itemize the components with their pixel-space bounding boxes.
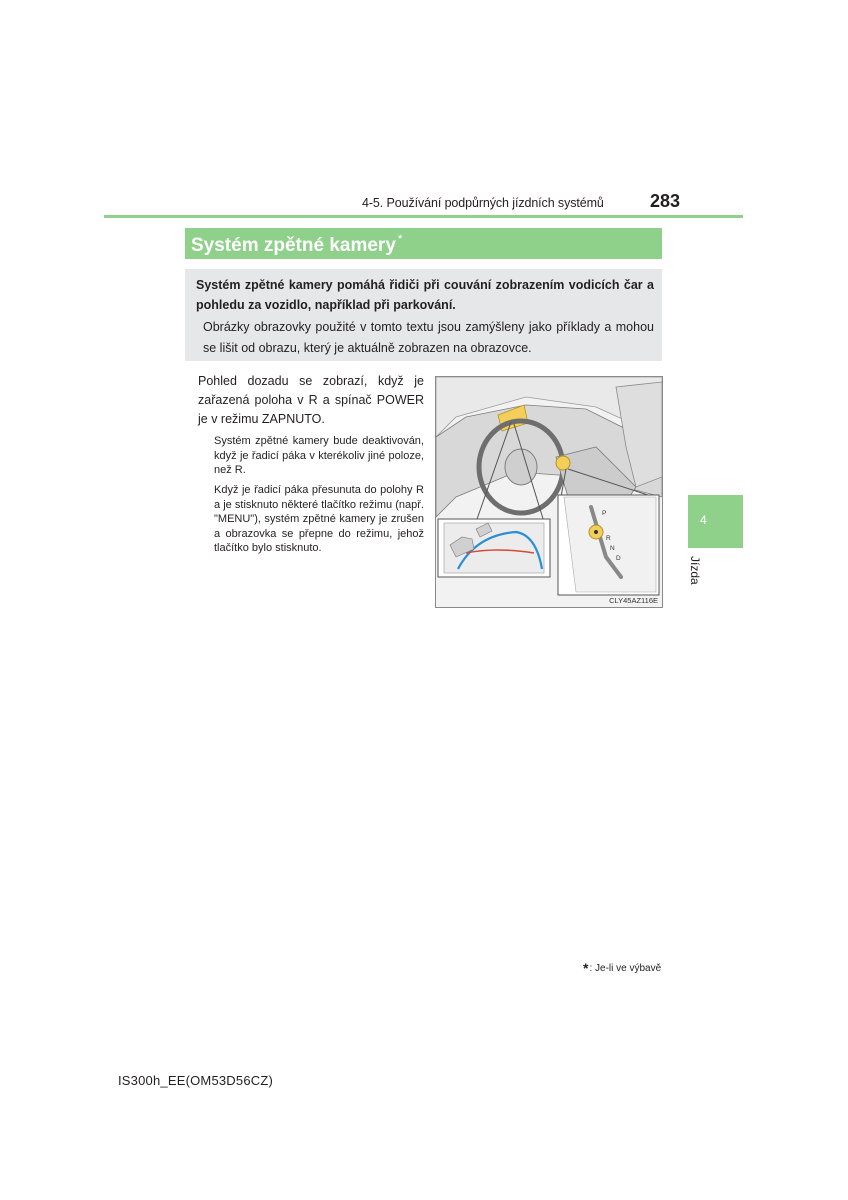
gear-label-r: R [606, 535, 611, 542]
figure-code: CLY45AZ116E [609, 596, 658, 605]
page-title [191, 232, 403, 257]
main-paragraph: Pohled dozadu se zobrazí, když je zařazená poloha v R a spínač POWER je v režimu ZAPNUTO. [198, 374, 424, 426]
intro-summary: Systém zpětné kamery pomáhá řidiči při couvání zobrazením vodicích čar a pohledu za vozidlo, například při parkování. [196, 278, 654, 312]
intro-note: Obrázky obrazovky použité v tomto textu jsou zamýšleny jako příklady a mohou se lišit od obrazu, který je aktuálně zobrazen na obrazovce. [203, 320, 654, 355]
dashboard-illustration [435, 376, 663, 608]
cockpit-drawing [436, 377, 662, 607]
gear-label-p: P [602, 510, 607, 517]
footnote-mark: * [583, 960, 589, 976]
sub-paragraph-mode-button: Když je řadicí páka přesunuta do polohy R a je stisknuto některé tlačítko režimu (např. "MENU"), systém zpětné kamery je zrušen a obrazovka se přepne do režimu, jehož tlačítko bylo stisknuto. [214, 484, 424, 554]
gear-label-n: N [610, 545, 615, 552]
section-title-bar [185, 228, 662, 259]
shift-lever-highlight [556, 456, 570, 470]
title-text: Systém zpětné kamery [191, 235, 396, 256]
chapter-tab [688, 495, 743, 548]
gear-label-d: D [616, 555, 621, 562]
header-divider [104, 215, 743, 218]
footnote [583, 960, 661, 976]
sub-paragraph-deactivation: Systém zpětné kamery bude deaktivován, když je řadicí páka v kterékoliv jiné poloze, než R. [214, 435, 424, 476]
chapter-label: Jízda [688, 556, 702, 585]
footer-code: IS300h_EE(OM53D56CZ) [118, 1073, 274, 1088]
footnote-text: : Je-li ve výbavě [589, 963, 662, 974]
intro-box [185, 269, 662, 361]
page-number: 283 [650, 191, 681, 211]
chapter-number: 4 [700, 513, 707, 527]
title-asterisk: * [397, 232, 403, 246]
section-header: 4-5. Používání podpůrných jízdních systémů [362, 196, 604, 210]
